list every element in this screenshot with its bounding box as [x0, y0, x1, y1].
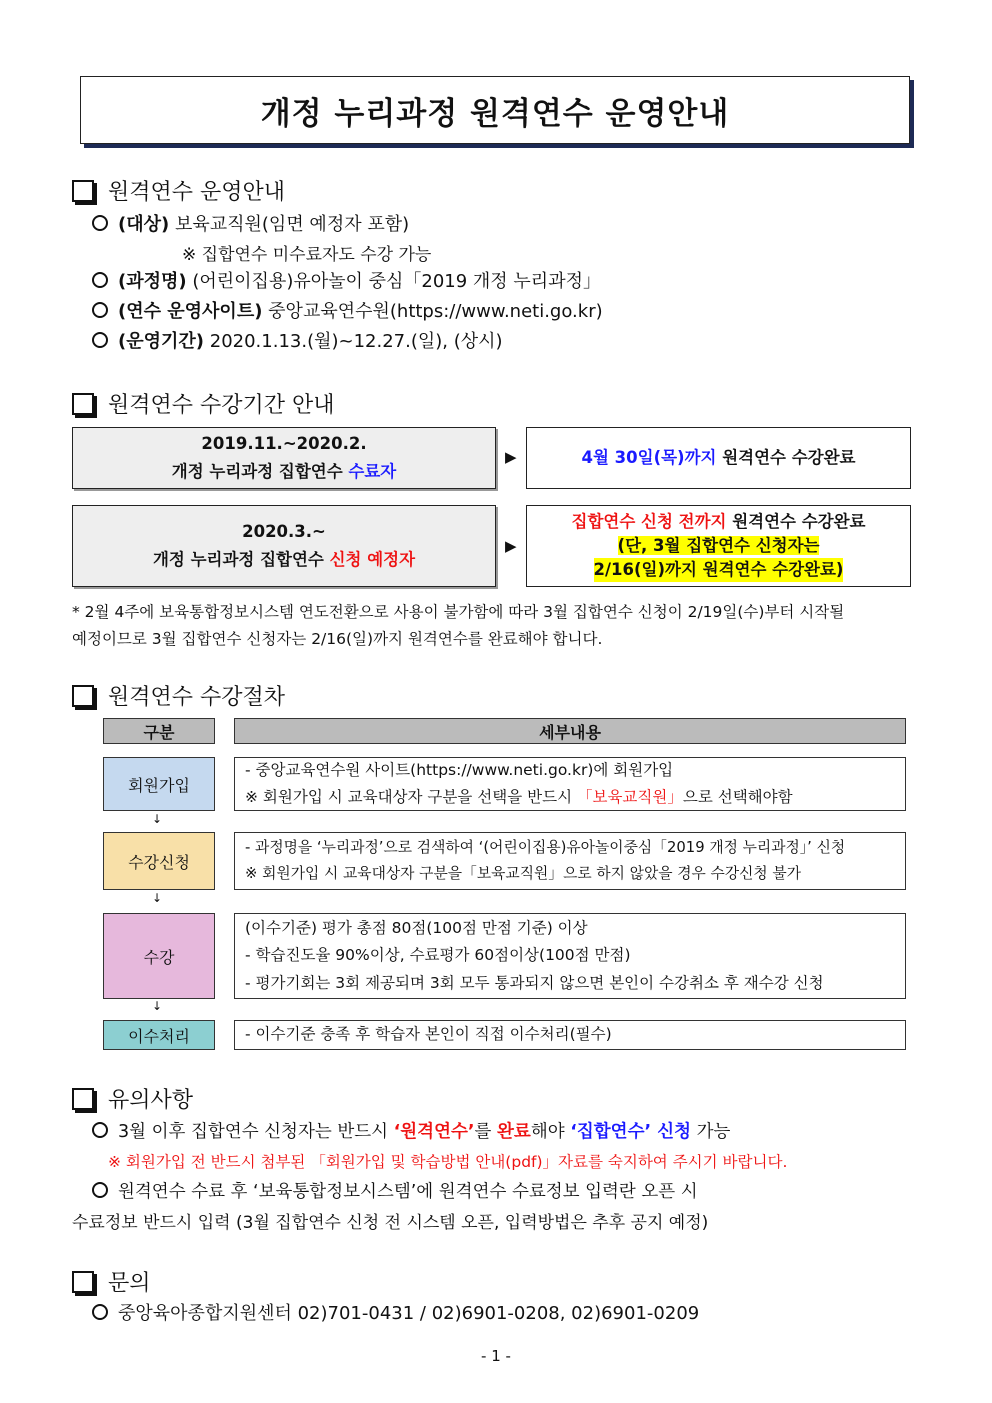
period-footnote-line1: * 2월 4주에 보육통합정보시스템 연도전환으로 사용이 불가함에 따라 3월 집합연수 신청이 2/19일(수)부터 시작될	[72, 603, 845, 621]
section-heading-procedure: 원격연수 수강절차	[72, 680, 285, 711]
period-row1-right: 4월 30일(목)까지 원격연수 수강완료	[526, 427, 911, 489]
step-detail-enroll: - 과정명을 ‘누리과정’으로 검색하여 ‘(어린이집용)유아놀이중심「2019 개정 누리과정」’ 신청 ※ 회원가입 시 교육대상자 구분을「보육교직원」으로 하지 않았을 경우 수강신청 불가	[234, 832, 906, 890]
down-arrow-icon: ↓	[152, 999, 163, 1013]
notice-paragraph-1: 3월 이후 집합연수 신청자는 반드시 ‘원격연수’를 완료해야 ‘집합연수’ 신청 가능	[92, 1118, 730, 1143]
circle-bullet-icon	[92, 302, 108, 318]
column-header-category: 구분	[103, 718, 215, 744]
overview-period: (운영기간) 2020.1.13.(월)~12.27.(일), (상시)	[92, 327, 503, 353]
down-arrow-icon: ↓	[152, 891, 163, 905]
step-tag-completion: 이수처리	[103, 1020, 215, 1050]
section-heading-overview: 원격연수 운영안내	[72, 175, 285, 206]
notice-paragraph-2: 원격연수 수료 후 ‘보육통합정보시스템’에 원격연수 수료정보 입력란 오픈 시	[92, 1178, 698, 1203]
step-tag-enroll: 수강신청	[103, 832, 215, 890]
step-detail-course: (이수기준) 평가 총점 80점(100점 만점 기준) 이상 - 학습진도율 90%이상, 수료평가 60점이상(100점 만점) - 평가기회는 3회 제공되며 3회 모두 통과되지 않으면 본인이 수강취소 후 재수강 신청	[234, 913, 906, 999]
circle-bullet-icon	[92, 1182, 108, 1198]
circle-bullet-icon	[92, 215, 108, 231]
page-number: - 1 -	[481, 1347, 511, 1365]
circle-bullet-icon	[92, 1304, 108, 1320]
notice-warning: ※ 회원가입 전 반드시 첨부된 「회원가입 및 학습방법 안내(pdf)」자료를 숙지하여 주시기 바랍니다.	[108, 1153, 788, 1171]
circle-bullet-icon	[92, 272, 108, 288]
period-row2-left: 2020.3.~ 개정 누리과정 집합연수 신청 예정자	[72, 505, 496, 587]
square-bullet-icon	[72, 1271, 94, 1293]
overview-note: ※ 집합연수 미수료자도 수강 가능	[182, 245, 432, 265]
period-row1-left: 2019.11.~2020.2. 개정 누리과정 집합연수 수료자	[72, 427, 496, 489]
step-detail-signup: - 중앙교육연수원 사이트(https://www.neti.go.kr)에 회원가입 ※ 회원가입 시 교육대상자 구분을 선택을 반드시 「보육교직원」으로 선택해야함	[234, 757, 906, 811]
circle-bullet-icon	[92, 1122, 108, 1138]
down-arrow-icon: ↓	[152, 812, 163, 826]
document-title-box	[80, 76, 910, 144]
document-title: 개정 누리과정 원격연수 운영안내	[260, 95, 730, 132]
notice-paragraph-2-cont: 수료정보 반드시 입력 (3월 집합연수 신청 전 시스템 오픈, 입력방법은 추후 공지 예정)	[72, 1213, 709, 1233]
arrow-right-icon: ▶	[505, 537, 517, 555]
period-row2-right: 집합연수 신청 전까지 원격연수 수강완료 (단, 3월 집합연수 신청자는 2/16(일)까지 원격연수 수강완료)	[526, 505, 911, 587]
arrow-right-icon: ▶	[505, 448, 517, 466]
circle-bullet-icon	[92, 332, 108, 348]
overview-target: (대상) 보육교직원(임면 예정자 포함)	[92, 210, 409, 236]
step-detail-completion: - 이수기준 충족 후 학습자 본인이 직접 이수처리(필수)	[234, 1020, 906, 1050]
overview-site: (연수 운영사이트) 중앙교육연수원(https://www.neti.go.kr)	[92, 297, 603, 323]
section-heading-period: 원격연수 수강기간 안내	[72, 388, 335, 419]
overview-course: (과정명) (어린이집용)유아놀이 중심「2019 개정 누리과정」	[92, 267, 601, 293]
contact-info: 중앙육아종합지원센터 02)701-0431 / 02)6901-0208, 02)6901-0209	[92, 1299, 699, 1325]
column-header-details: 세부내용	[234, 718, 906, 744]
square-bullet-icon	[72, 1088, 94, 1110]
step-tag-course: 수강	[103, 913, 215, 999]
step-tag-signup: 회원가입	[103, 757, 215, 811]
section-heading-contact: 문의	[72, 1266, 151, 1297]
square-bullet-icon	[72, 393, 94, 415]
square-bullet-icon	[72, 180, 94, 202]
square-bullet-icon	[72, 685, 94, 707]
period-footnote-line2: 예정이므로 3월 집합연수 신청자는 2/16(일)까지 원격연수를 완료해야 합니다.	[72, 630, 603, 648]
section-heading-notice: 유의사항	[72, 1083, 193, 1114]
